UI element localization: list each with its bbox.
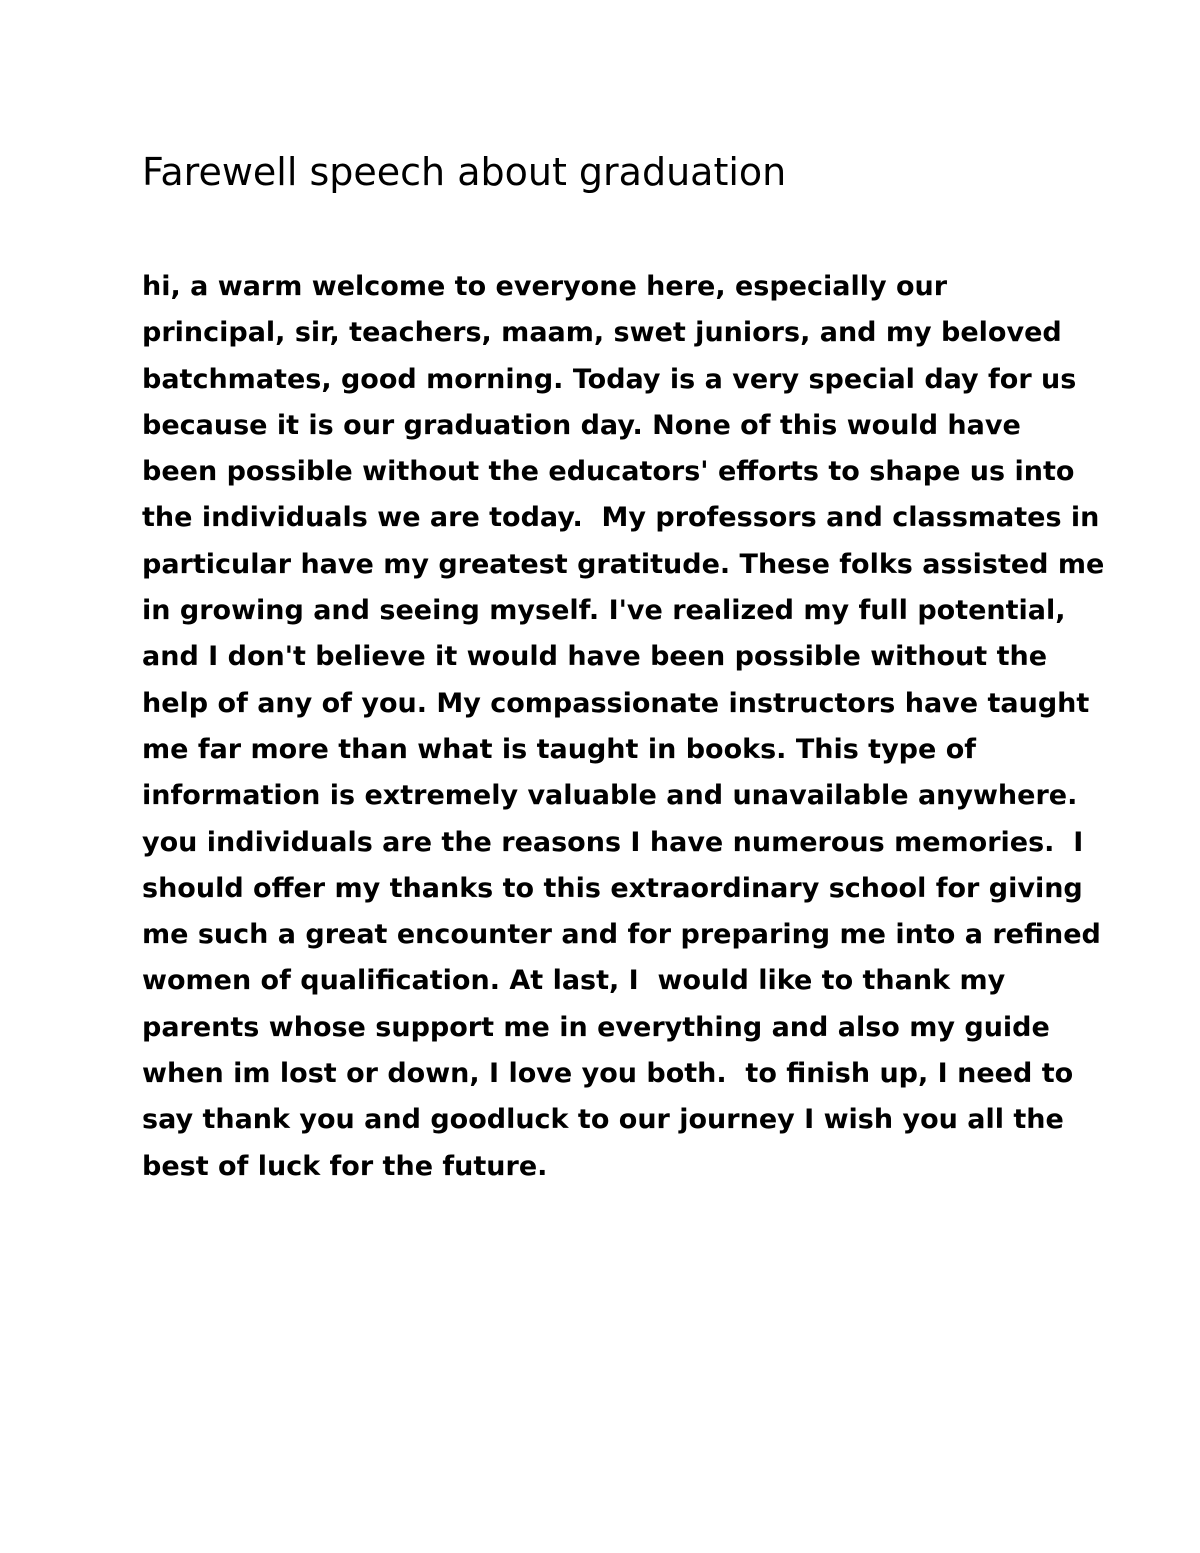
document-title: Farewell speech about graduation [142, 150, 787, 194]
speech-line: batchmates, good morning. Today is a very special day for us [142, 363, 1077, 395]
speech-line: best of luck for the future. [142, 1150, 548, 1182]
speech-line: in growing and seeing myself. I've realized my full potential, [142, 595, 1066, 627]
speech-body [142, 264, 1105, 1190]
speech-line: help of any of you. My compassionate instructors have taught [142, 687, 1090, 719]
speech-line: parents whose support me in everything and also my guide [142, 1011, 1050, 1043]
speech-line: because it is our graduation day. None of this would have [142, 409, 1021, 441]
speech-line: me far more than what is taught in books. This type of [142, 733, 977, 765]
speech-line: women of qualification. At last, I would like to thank my [142, 965, 1006, 997]
speech-line: hi, a warm welcome to everyone here, especially our [142, 271, 948, 302]
speech-line: particular have my greatest gratitude. These folks assisted me [142, 548, 1105, 580]
speech-line: principal, sir, teachers, maam, swet juniors, and my beloved [142, 317, 1062, 349]
speech-line: me such a great encounter and for preparing me into a refined [142, 919, 1101, 951]
speech-line: been possible without the educators' efforts to shape us into [142, 456, 1075, 488]
speech-line: and I don't believe it would have been possible without the [142, 641, 1048, 673]
speech-line: information is extremely valuable and unavailable anywhere. [142, 780, 1078, 812]
speech-line: you individuals are the reasons I have numerous memories. I [142, 826, 1084, 858]
speech-line: say thank you and goodluck to our journey I wish you all the [142, 1104, 1064, 1136]
speech-line: should offer my thanks to this extraordinary school for giving [142, 872, 1083, 904]
speech-line: the individuals we are today. My professors and classmates in [142, 502, 1100, 534]
speech-line: when im lost or down, I love you both. to finish up, I need to [142, 1058, 1074, 1090]
